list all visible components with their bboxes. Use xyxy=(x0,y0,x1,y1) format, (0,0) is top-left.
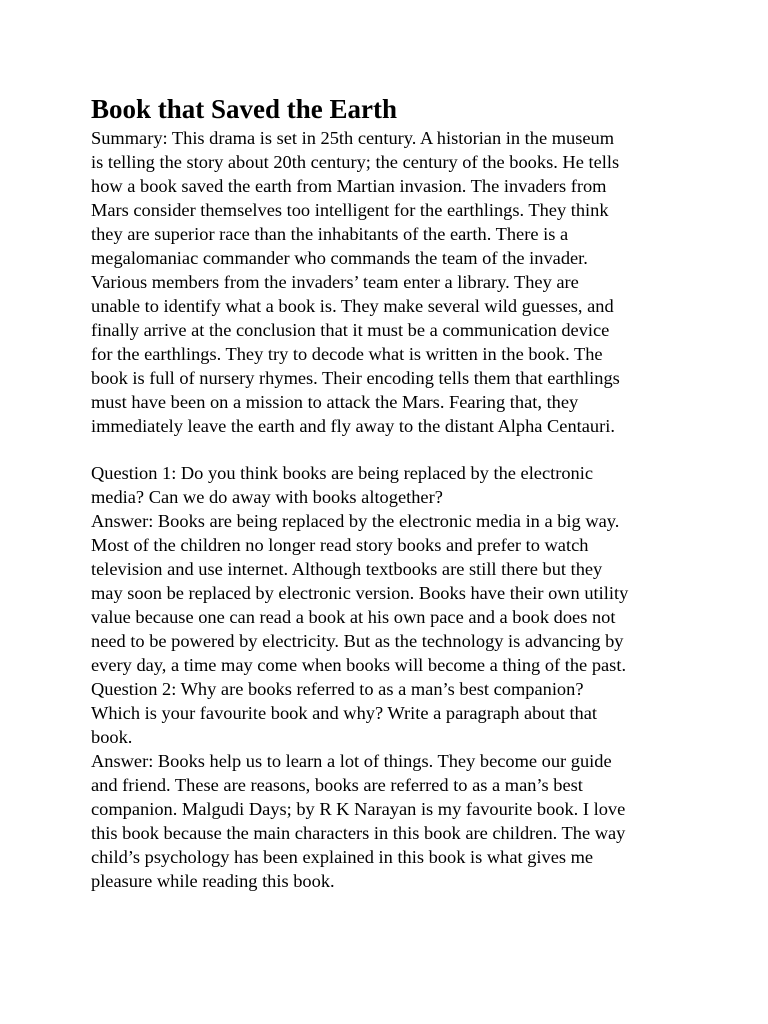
summary-paragraph xyxy=(91,126,691,438)
summary-line: they are superior race than the inhabitants of the earth. There is a xyxy=(91,224,569,244)
answer-2-line: pleasure while reading this book. xyxy=(91,871,335,891)
summary-line: Various members from the invaders’ team enter a library. They are xyxy=(91,272,579,292)
document-page xyxy=(91,92,691,893)
answer-1-line: every day, a time may come when books will become a thing of the past. xyxy=(91,655,627,675)
question-1-line: Question 1: Do you think books are being replaced by the electronic xyxy=(91,463,594,483)
answer-1-line: value because one can read a book at his own pace and a book does not xyxy=(91,607,616,627)
question-2-line: book. xyxy=(91,727,133,747)
question-1-line: media? Can we do away with books altogether? xyxy=(91,487,443,507)
question-2-line: Question 2: Why are books referred to as a man’s best companion? xyxy=(91,679,584,699)
answer-2-line: Answer: Books help us to learn a lot of things. They become our guide xyxy=(91,751,612,771)
summary-line: book is full of nursery rhymes. Their encoding tells them that earthlings xyxy=(91,368,620,388)
summary-line: Mars consider themselves too intelligent for the earthlings. They think xyxy=(91,200,609,220)
summary-line: for the earthlings. They try to decode what is written in the book. The xyxy=(91,344,603,364)
question-2-line: Which is your favourite book and why? Write a paragraph about that xyxy=(91,703,598,723)
summary-line: immediately leave the earth and fly away to the distant Alpha Centauri. xyxy=(91,416,615,436)
answer-2-line: and friend. These are reasons, books are referred to as a man’s best xyxy=(91,775,583,795)
summary-line: finally arrive at the conclusion that it must be a communication device xyxy=(91,320,610,340)
answer-1-line: Most of the children no longer read story books and prefer to watch xyxy=(91,535,589,555)
summary-line: megalomaniac commander who commands the team of the invader. xyxy=(91,248,588,268)
answer-1-line: may soon be replaced by electronic version. Books have their own utility xyxy=(91,583,629,603)
summary-line: must have been on a mission to attack the Mars. Fearing that, they xyxy=(91,392,579,412)
answer-2-line: this book because the main characters in this book are children. The way xyxy=(91,823,626,843)
answer-1-line: Answer: Books are being replaced by the electronic media in a big way. xyxy=(91,511,620,531)
summary-line: is telling the story about 20th century; the century of the books. He tells xyxy=(91,152,620,172)
summary-line: unable to identify what a book is. They make several wild guesses, and xyxy=(91,296,614,316)
answer-2-line: companion. Malgudi Days; by R K Narayan is my favourite book. I love xyxy=(91,799,626,819)
questions-answers-section xyxy=(91,461,691,893)
document-title: Book that Saved the Earth xyxy=(91,94,398,124)
answer-1-line: need to be powered by electricity. But as the technology is advancing by xyxy=(91,631,624,651)
paragraph-gap xyxy=(91,438,691,461)
summary-line: how a book saved the earth from Martian invasion. The invaders from xyxy=(91,176,607,196)
answer-1-line: television and use internet. Although textbooks are still there but they xyxy=(91,559,603,579)
summary-line: Summary: This drama is set in 25th century. A historian in the museum xyxy=(91,128,615,148)
answer-2-line: child’s psychology has been explained in this book is what gives me xyxy=(91,847,594,867)
